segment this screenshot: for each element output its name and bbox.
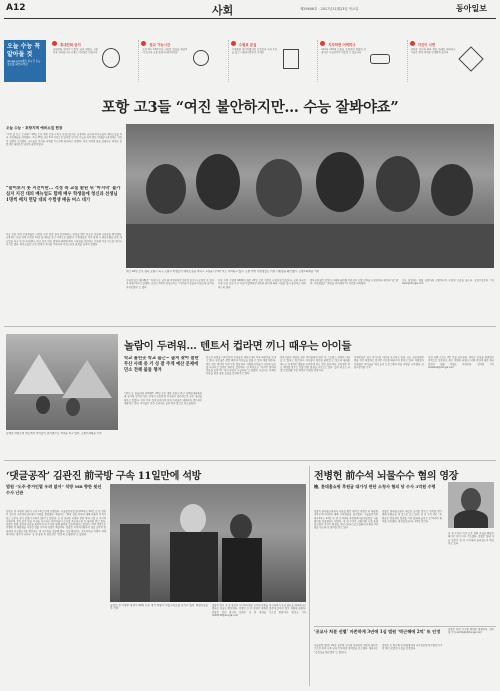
info-item-title: 등교 가능시간 bbox=[149, 43, 171, 47]
quake-icon bbox=[410, 41, 415, 46]
lead-photo bbox=[126, 124, 494, 268]
info-item: 등교 가능시간 오전 8시 10분까지 시험장 입실을 완료해야 합니다 교통 혼잡에 대비하세요 bbox=[139, 40, 228, 82]
info-item-title: 지진이 나면 bbox=[417, 43, 436, 47]
mid-photo bbox=[6, 334, 118, 430]
bottom-right-sub2: ‘공교사 처분 선별’ 자존하게 3년에 1심 법원 ‘박근혜에 2억’ 또 인정 bbox=[314, 629, 441, 634]
info-item: 지각하면 어떡하나 112나 119에 도움을 요청하면 경찰차 순찰차로 시험장까지 이동할 수 있습니다 bbox=[318, 40, 407, 82]
lead-kicker: 오늘 수능 - 포항지역 예비소집 현장 bbox=[6, 126, 63, 130]
car-icon bbox=[320, 41, 325, 46]
info-box-title: 오늘 수능 꼭 알아둘 것 bbox=[7, 43, 41, 58]
bottom-right-subhead: 檢, 롯데홈쇼핑 후원금 대가성 판단 소청사 혐의 당 수사 3억원 수령 bbox=[314, 484, 436, 489]
section-title: 사회 bbox=[212, 4, 234, 17]
ticket-icon bbox=[231, 41, 236, 46]
info-item: 수험표 분실 수험표를 잃어버렸다면 신분증과 사진 1장을 들고 시험관리본부로 가세요 bbox=[229, 40, 318, 82]
bottom-right-headline: 전병헌 前수석 뇌물수수 혐의 영장 bbox=[314, 471, 459, 482]
lead-subhead: “들어보지 못 지진이란… 걱정 속 교실 환된 뒤 ‘마지막’ 불가 심지 지진 대피 매뉴얼도 함께 배우 학생들에 청신과 선생님 1명씩 배치 면담 대피 수험생 배움 버스 대기 bbox=[6, 186, 121, 204]
masthead bbox=[0, 0, 500, 18]
info-items bbox=[50, 40, 496, 82]
info-strip bbox=[4, 40, 496, 82]
info-item: 지진이 나면 감독관 지시에 따라 책상 아래로 대피하고 시험은 재개 여부를 안내받게 됩니다 bbox=[408, 40, 496, 82]
mid-photo-caption: 흥해초 대피소의 텐트에서 아이들이 컵라면으로 저녁을 먹고 있다. 포항=최혁중 기자 bbox=[6, 432, 102, 435]
info-item-title: 수험표 분실 bbox=[238, 43, 257, 47]
bottom-left-subhead: 법원 “도주·증거인멸 우려 없어” 석방 MB 향한 윗선 수사 난관 bbox=[6, 484, 102, 495]
issue-info: 제29646호 · 2017년11월23일 목요일 bbox=[300, 7, 359, 11]
clock-icon bbox=[141, 41, 146, 46]
lead-headline: 포항 고3들 “여진 불안하지만… 수능 잘봐야죠” bbox=[101, 99, 399, 116]
bottom-left-photo-caption: 김관진 전 국방부 장관이 22일 오후 경기 의왕시 서울구치소를 나서고 있다. 의왕=김동주 기자 bbox=[110, 604, 209, 611]
phone-icon bbox=[52, 41, 57, 46]
bottom-left-headline: ‘댓글공작’ 김관진 前국방 구속 11일만에 석방 bbox=[6, 471, 202, 482]
page-number: A12 bbox=[6, 3, 26, 13]
lead-photo-caption: 지난 22일 오후 경북 포항시 북구 포항고 학생들이 예비소집을 마치고 교정을 나서며 서로 격려하고 있다. 포항 지역 수험생들은 이날 시험장을 확인했다. 포항=최혁중 기자 bbox=[126, 270, 320, 273]
mid-subhead: 학교 몰린곳 학교 출근~ 출처 찾아 놀란 무산 사례 중 거 성 잘 주게 예산 문제에 민소 전해 불들 챙겨 bbox=[124, 356, 199, 374]
portrait-photo bbox=[448, 482, 494, 528]
info-item-title: 지각하면 어떡하나 bbox=[328, 43, 356, 47]
info-item: 휴대전화 금지 휴대전화 전자기기 반입 금지 적발시 시험 무효 처리됩니다 시계도 디지털은 안됩니다 bbox=[50, 40, 139, 82]
info-item-title: 휴대전화 금지 bbox=[60, 43, 81, 47]
paper-name: 동아일보 bbox=[456, 3, 487, 13]
info-box-sub: donga.com에서 실시간 수능 정보를 확인하세요 bbox=[7, 60, 41, 67]
bottom-left-photo bbox=[110, 484, 306, 602]
info-box bbox=[4, 40, 46, 82]
mid-headline: 놀람이 두려워… 텐트서 컵라면 끼니 때우는 아이들 bbox=[124, 340, 352, 352]
